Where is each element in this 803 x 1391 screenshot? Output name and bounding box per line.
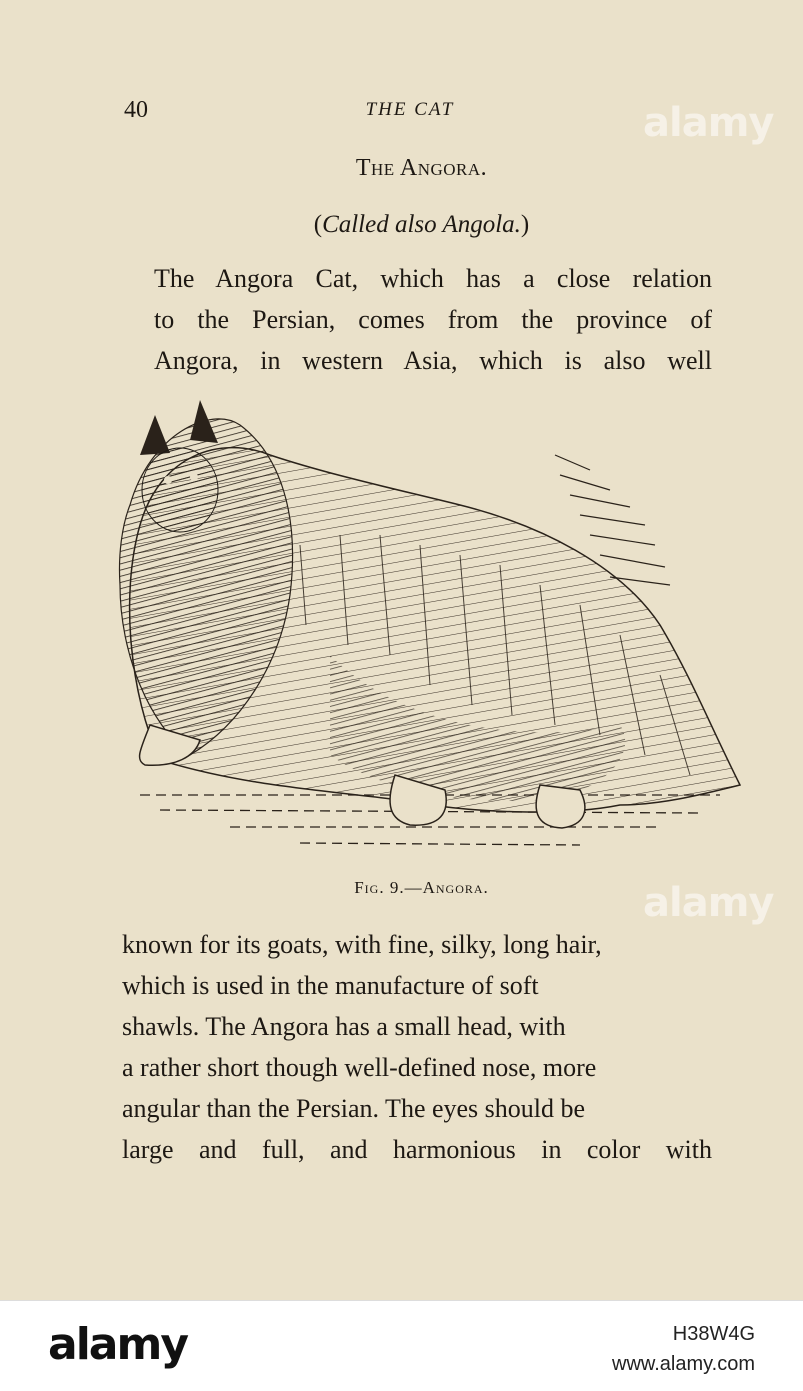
paragraph-line: known for its goats, with fine, silky, long hair, xyxy=(122,930,602,959)
section-subtitle xyxy=(0,211,803,239)
subtitle-close: ) xyxy=(520,211,530,238)
subtitle-open: ( xyxy=(313,211,323,238)
site-url: www.alamy.com xyxy=(612,1353,755,1375)
paragraph-line: a rather short though well-defined nose, more xyxy=(122,1053,597,1082)
paragraph-line: which is used in the manufacture of soft xyxy=(122,971,539,1000)
paragraph-line: large and full, and harmonious in color with xyxy=(122,1135,712,1164)
paragraph-1 xyxy=(122,258,712,381)
paragraph-line: shawls. The Angora has a small head, with xyxy=(122,1012,566,1041)
watermark: alamy xyxy=(643,100,774,146)
image-id: H38W4G xyxy=(672,1323,755,1345)
alamy-logo: alamy xyxy=(48,1319,187,1370)
paragraph-line: to the Persian, comes from the province of xyxy=(154,305,712,334)
section-title: The Angora. xyxy=(355,155,488,181)
paragraph-line: The Angora Cat, which has a close relation xyxy=(154,264,712,293)
paragraph-line: Angora, in western Asia, which is also well xyxy=(154,346,712,375)
paragraph-line: angular than the Persian. The eyes should be xyxy=(122,1094,586,1123)
stock-footer xyxy=(0,1300,803,1391)
watermark: alamy xyxy=(643,880,774,926)
subtitle-italic: Called also Angola. xyxy=(322,211,521,238)
page-number: 40 xyxy=(124,97,148,123)
running-head: THE CAT xyxy=(365,99,455,120)
angora-cat-illustration xyxy=(100,395,750,865)
figure-caption: Fig. 9.—Angora. xyxy=(354,878,489,897)
paragraph-2 xyxy=(122,924,712,1170)
